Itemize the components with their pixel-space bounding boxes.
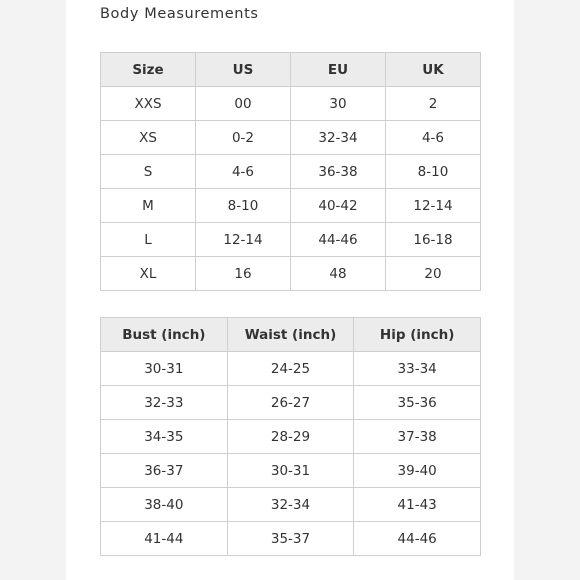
table-row: [101, 522, 481, 556]
table-cell: 12-14: [196, 223, 291, 257]
table-header-row: [101, 318, 481, 352]
table-header-row: [101, 53, 481, 87]
table-cell: 36-37: [101, 454, 228, 488]
table-cell: 37-38: [354, 420, 481, 454]
table-cell: 44-46: [354, 522, 481, 556]
table-cell: 4-6: [386, 121, 481, 155]
header-us: US: [196, 53, 291, 87]
table-cell: 32-34: [291, 121, 386, 155]
table-cell: 30: [291, 87, 386, 121]
table-row: [101, 352, 481, 386]
table-cell: 24-25: [227, 352, 354, 386]
table-cell: 2: [386, 87, 481, 121]
header-uk: UK: [386, 53, 481, 87]
table-cell: 0-2: [196, 121, 291, 155]
table-row: [101, 223, 481, 257]
table-row: [101, 488, 481, 522]
table-cell: 35-36: [354, 386, 481, 420]
size-conversion-table: [100, 52, 481, 291]
table-row: [101, 87, 481, 121]
table-cell: 28-29: [227, 420, 354, 454]
table-cell: M: [101, 189, 196, 223]
table-cell: XS: [101, 121, 196, 155]
table-row: [101, 121, 481, 155]
table-cell: 00: [196, 87, 291, 121]
table-cell: S: [101, 155, 196, 189]
header-eu: EU: [291, 53, 386, 87]
table-row: [101, 386, 481, 420]
table-cell: XXS: [101, 87, 196, 121]
table-cell: 44-46: [291, 223, 386, 257]
header-hip: Hip (inch): [354, 318, 481, 352]
table-cell: 34-35: [101, 420, 228, 454]
table-cell: 16-18: [386, 223, 481, 257]
header-waist: Waist (inch): [227, 318, 354, 352]
table-cell: 4-6: [196, 155, 291, 189]
table-cell: 41-43: [354, 488, 481, 522]
table-row: [101, 420, 481, 454]
table-cell: L: [101, 223, 196, 257]
table-cell: 38-40: [101, 488, 228, 522]
table-cell: 16: [196, 257, 291, 291]
table-cell: 26-27: [227, 386, 354, 420]
page-title: Body Measurements: [100, 6, 259, 22]
table-cell: 30-31: [227, 454, 354, 488]
table-cell: 40-42: [291, 189, 386, 223]
table-cell: 39-40: [354, 454, 481, 488]
table-row: [101, 189, 481, 223]
header-size: Size: [101, 53, 196, 87]
table-row: [101, 257, 481, 291]
table-cell: 33-34: [354, 352, 481, 386]
table-cell: 8-10: [386, 155, 481, 189]
table-cell: 48: [291, 257, 386, 291]
table-cell: 30-31: [101, 352, 228, 386]
header-bust: Bust (inch): [101, 318, 228, 352]
table-row: [101, 155, 481, 189]
table-row: [101, 454, 481, 488]
table-cell: 12-14: [386, 189, 481, 223]
table-cell: XL: [101, 257, 196, 291]
table-cell: 35-37: [227, 522, 354, 556]
table-cell: 32-34: [227, 488, 354, 522]
table-cell: 20: [386, 257, 481, 291]
table-cell: 32-33: [101, 386, 228, 420]
table-cell: 36-38: [291, 155, 386, 189]
measurements-table: [100, 317, 481, 556]
table-cell: 8-10: [196, 189, 291, 223]
table-cell: 41-44: [101, 522, 228, 556]
